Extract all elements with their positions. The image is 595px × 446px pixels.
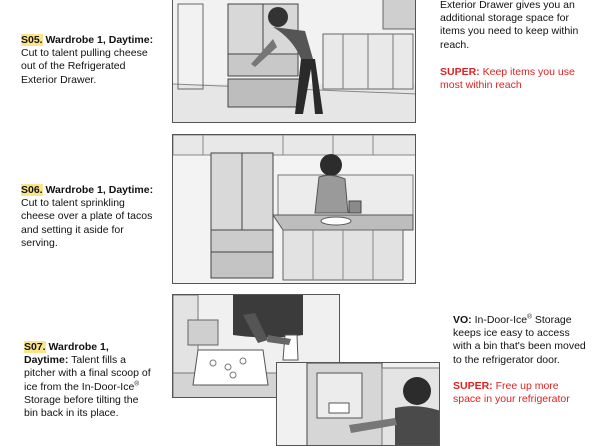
vo-text (453, 314, 588, 367)
sketch-fridge-door (277, 363, 440, 446)
scene-desc-s07 (24, 341, 154, 420)
super-label: SUPER: (440, 65, 480, 78)
super-label: SUPER: (453, 379, 493, 392)
vo-body: Storage keeps ice easy to access with a bin that's been moved to the refrigerator door. (453, 314, 586, 366)
sketch-kitchen-tacos (173, 135, 416, 284)
scene-number: S06. (21, 184, 43, 196)
scene-action: Cut to talent pulling cheese out of the Refrigerated Exterior Drawer. (21, 47, 148, 86)
daytime-label: Daytime: (24, 354, 69, 367)
registered-mark: ® (527, 313, 532, 321)
scene-desc-s05 (21, 34, 156, 87)
wardrobe-label: Wardrobe 1, (45, 184, 106, 196)
wardrobe-label: Wardrobe 1, (45, 34, 106, 46)
vo-label: VO: (453, 314, 472, 326)
super-body: Free up more space in your refrigerator (453, 379, 570, 406)
daytime-label: Daytime: (108, 184, 154, 196)
super-text (440, 66, 588, 92)
scene-action: Cut to talent sprinkling cheese over a plate of tacos and setting it aside for serving. (21, 197, 153, 249)
registered-mark: ® (134, 380, 140, 388)
scene-action: Talent fills a pitcher with a final scoop of ice from the In-Door-Ice (24, 354, 151, 393)
wardrobe-label: Wardrobe 1, (48, 341, 109, 353)
right-column-top (440, 0, 588, 92)
scene-desc-s06 (21, 184, 156, 250)
super-body: Keep items you use most within reach (440, 65, 575, 92)
daytime-label: Daytime: (108, 34, 154, 46)
storyboard-frame-s06 (172, 134, 416, 284)
storyboard-frame-s05 (172, 0, 416, 123)
sketch-kitchen-drawer (173, 0, 416, 123)
storyboard-frame-s07-b (276, 362, 440, 446)
scene-number: S07. (24, 341, 46, 353)
super-text (453, 380, 588, 406)
scene-number: S05. (21, 34, 43, 46)
scene-action-tail: Storage before tilting the bin back in its place. (24, 393, 139, 420)
vo-product: In-Door-Ice (474, 314, 528, 326)
right-column-bottom (453, 314, 588, 406)
vo-text: Exterior Drawer gives you an additional storage space for items you need to keep within reach. (440, 0, 579, 51)
